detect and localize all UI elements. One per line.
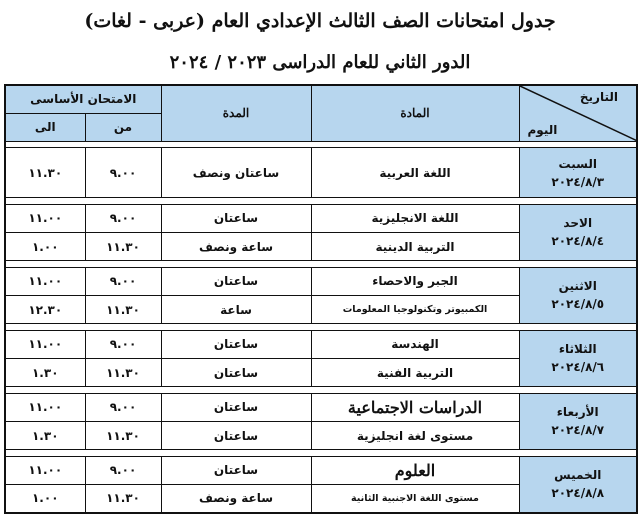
start-time-cell: ٩.٠٠	[85, 393, 161, 421]
day-date-cell	[519, 330, 637, 387]
subject-cell: مستوى اللغة الاجنبية الثانية	[311, 484, 519, 513]
end-time-cell: ١.٠٠	[5, 232, 85, 260]
to-column-header: الى	[5, 113, 85, 141]
subject-cell: اللغة الانجليزية	[311, 204, 519, 232]
table-row	[5, 330, 637, 358]
exam-date: ٢٠٢٤/٨/٨	[551, 486, 605, 501]
subject-cell: الدراسات الاجتماعية	[311, 393, 519, 421]
duration-cell: ساعتان	[161, 421, 311, 449]
subject-cell: الجبر والاحصاء	[311, 267, 519, 295]
end-time-cell: ١.٣٠	[5, 358, 85, 386]
start-time-cell: ١١.٣٠	[85, 484, 161, 513]
day-date-cell	[519, 204, 637, 261]
end-time-cell: ١١.٣٠	[5, 147, 85, 197]
exam-date: ٢٠٢٤/٨/٥	[551, 297, 605, 312]
end-time-cell: ١١.٠٠	[5, 456, 85, 484]
start-time-cell: ٩.٠٠	[85, 330, 161, 358]
day-name: الأربعاء	[556, 405, 599, 420]
main-exam-header: الامتحان الأساسى	[5, 85, 161, 113]
day-name: الخميس	[554, 468, 602, 483]
duration-cell: ساعة ونصف	[161, 232, 311, 260]
end-time-cell: ١.٠٠	[5, 484, 85, 513]
day-name: الاثنين	[558, 279, 597, 294]
table-row	[5, 147, 637, 197]
table-row	[5, 393, 637, 421]
duration-cell: ساعة	[161, 295, 311, 323]
end-time-cell: ١١.٠٠	[5, 267, 85, 295]
duration-cell: ساعتان	[161, 330, 311, 358]
end-time-cell: ١٢.٣٠	[5, 295, 85, 323]
duration-cell: ساعتان	[161, 456, 311, 484]
duration-cell: ساعتان	[161, 393, 311, 421]
subject-cell: اللغة العربية	[311, 147, 519, 197]
start-time-cell: ١١.٣٠	[85, 358, 161, 386]
day-column-label: اليوم	[527, 122, 558, 137]
page-subtitle: الدور الثاني للعام الدراسى ٢٠٢٣ / ٢٠٢٤	[169, 52, 471, 73]
table-row	[5, 456, 637, 484]
end-time-cell: ١.٣٠	[5, 421, 85, 449]
duration-cell: ساعتان	[161, 358, 311, 386]
exam-date: ٢٠٢٤/٨/٣	[551, 174, 605, 189]
exam-schedule-table	[4, 84, 638, 514]
date-day-header	[519, 85, 637, 141]
table-row	[5, 204, 637, 232]
from-column-header: من	[85, 113, 161, 141]
start-time-cell: ٩.٠٠	[85, 456, 161, 484]
subject-cell: مستوى لغة انجليزية	[311, 421, 519, 449]
exam-date: ٢٠٢٤/٨/٤	[551, 234, 605, 249]
day-name: السبت	[558, 156, 597, 171]
subject-column-header: المادة	[311, 85, 519, 141]
duration-cell: ساعتان	[161, 267, 311, 295]
day-date-cell	[519, 456, 637, 513]
duration-cell: ساعتان ونصف	[161, 147, 311, 197]
subject-cell: الكمبيوتر وتكنولوجيا المعلومات	[311, 295, 519, 323]
start-time-cell: ٩.٠٠	[85, 204, 161, 232]
start-time-cell: ١١.٣٠	[85, 232, 161, 260]
day-date-cell	[519, 393, 637, 450]
page-title: جدول امتحانات الصف الثالث الإعدادي العام (عربى - لغات)	[84, 10, 556, 32]
end-time-cell: ١١.٠٠	[5, 330, 85, 358]
day-date-cell	[519, 147, 637, 197]
day-date-cell	[519, 267, 637, 324]
subject-cell: التربية الدينية	[311, 232, 519, 260]
start-time-cell: ٩.٠٠	[85, 147, 161, 197]
duration-cell: ساعة ونصف	[161, 484, 311, 513]
subject-cell: العلوم	[311, 456, 519, 484]
schedule-body	[5, 141, 637, 513]
end-time-cell: ١١.٠٠	[5, 204, 85, 232]
start-time-cell: ١١.٣٠	[85, 421, 161, 449]
subject-cell: الهندسة	[311, 330, 519, 358]
exam-date: ٢٠٢٤/٨/٧	[551, 423, 605, 438]
end-time-cell: ١١.٠٠	[5, 393, 85, 421]
date-column-label: التاريخ	[579, 90, 618, 104]
subject-cell: التربية الفنية	[311, 358, 519, 386]
start-time-cell: ٩.٠٠	[85, 267, 161, 295]
day-name: الاحد	[563, 216, 593, 231]
start-time-cell: ١١.٣٠	[85, 295, 161, 323]
day-name: الثلاثاء	[558, 342, 597, 357]
exam-date: ٢٠٢٤/٨/٦	[551, 360, 605, 375]
duration-column-header: المدة	[161, 85, 311, 141]
duration-cell: ساعتان	[161, 204, 311, 232]
table-row	[5, 267, 637, 295]
